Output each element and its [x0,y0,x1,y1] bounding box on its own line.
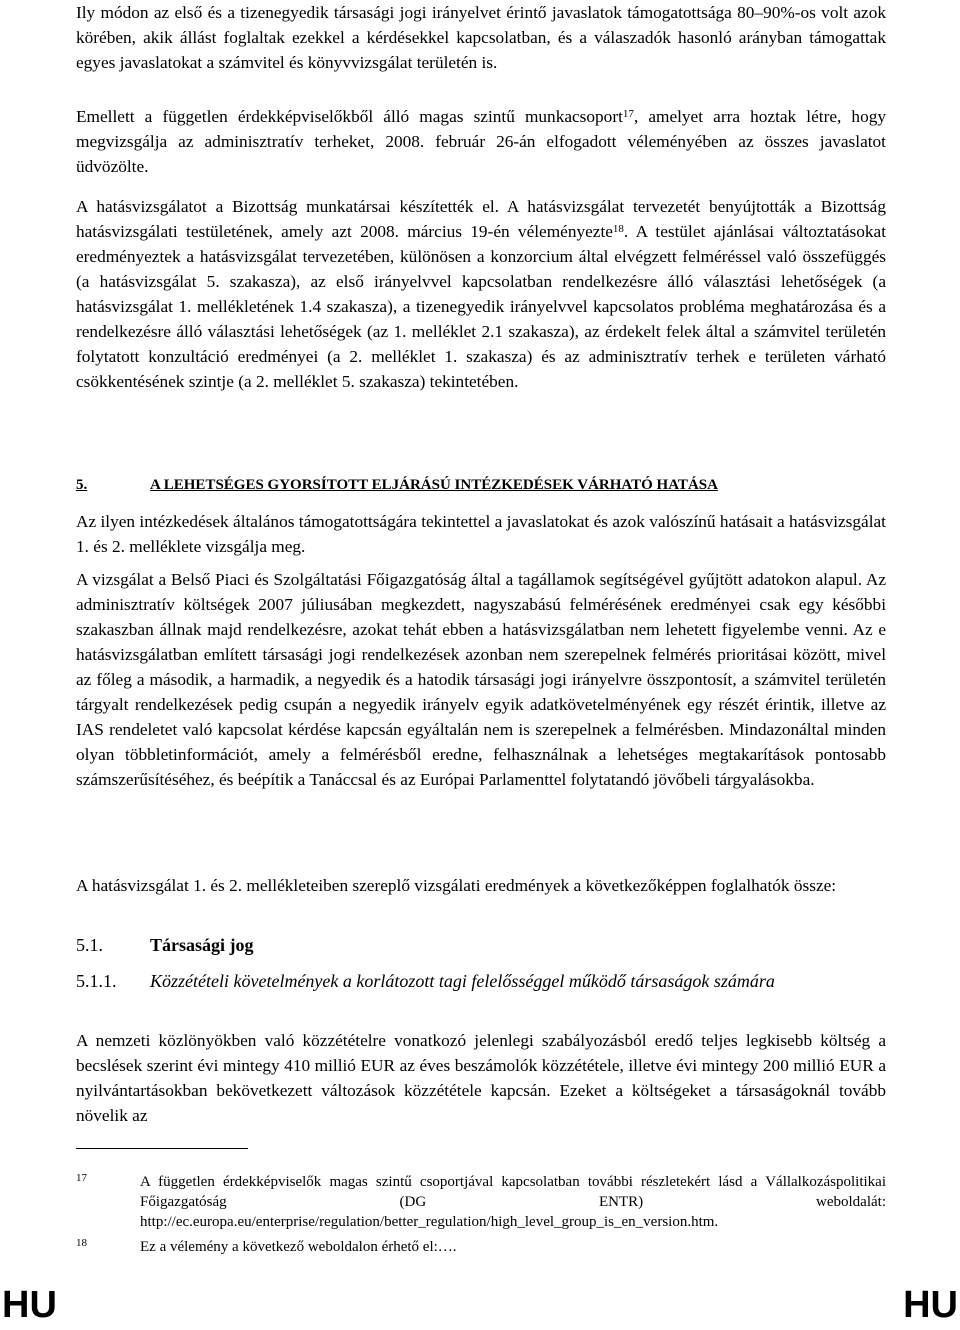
footnote-17-text: A független érdekképviselők magas szintű csoportjával kapcsolatban további részletekért lásd a Vállalkozáspolitikai Főigazgatóság (DG ENTR) weboldalát: http://ec.europa.eu/enterprise/regulation/better_regulation/high_level_group_is_en_version.htm. [140,1174,886,1230]
section-5-1-1-number: 5.1.1. [76,971,117,991]
paragraph-5: A vizsgálat a Belső Piaci és Szolgáltatási Főigazgatóság által a tagállamok segítségével gyűjtött adatokon alapul. Az adminisztratív költségek 2007 júliusában megkezdett, nagyszabású felmérésének eredményei csak egy későbbi szakaszban állnak majd rendelkezésre, azokat tehát ebben a hatásvizsgálatban nem lehetett figyelembe venni. Az e hatásvizsgálatban említett társasági jogi rendelkezések azonban nem szerepelnek felmérés prioritásai között, mivel az főleg a második, a harmadik, a negyedik és a hatodik társasági jogi irányelvre összpontosít, a számvitel területén tárgyalt rendelkezések pedig csupán a negyedik irányelv egyik adatkövetelményének egy részét érintik, illetve az IAS rendeletet való kapcsolat kérdése kapcsán egyáltalán nem is szerepelnek a felmérésben. Mindazonáltal minden olyan többletinformációt, amely a felmérésből eredne, felhasználnak a lehetséges megtakarítások pontosabb számszerűsítéséhez, és beépítik a Tanáccsal és az Európai Parlamenttel folytatandó jövőbeli tárgyalásokba. [76,570,886,789]
footnote-ref-17[interactable]: 17 [622,108,634,120]
footnote-separator [76,1148,248,1149]
section-5-1-heading [76,933,886,958]
paragraph-7: A nemzeti közlönyökben való közzétételre vonatkozó jelenlegi szabályozásból eredő teljes legkisebb költség a becslések szerint évi mintegy 410 millió EUR az éves beszámolók közzététele, illetve évi mintegy 200 millió EUR a nyilvántartásokban bekövetkezett változások közzététele kapcsán. Ezeket a költségeket a társaságoknál tovább növelik az [76,1031,886,1125]
paragraph-1: Ily módon az első és a tizenegyedik társasági jogi irányelvet érintő javaslatok támogatottsága 80–90%-os volt azok körében, akik állást foglaltak ezekkel a kérdésekkel kapcsolatban, és a válaszadók hasonló arányban támogattak egyes javaslatokat a számvitel és könyvvizsgálat területén is. [76,3,886,72]
paragraph-2 [76,104,886,179]
footnote-17 [76,1172,886,1232]
paragraph-2-text-b: , amelyet arra hoztak létre, hogy megvizsgálja az adminisztratív terheket, 2008. február 26-án elfogadott véleményében az összes javaslatot üdvözölte. [76,107,886,176]
footnote-18-number: 18 [76,1237,87,1249]
section-5-1-number: 5.1. [76,935,103,955]
footer-language-right: HU [903,1284,958,1326]
section-5-number: 5. [76,477,88,493]
paragraph-3-text-a: A hatásvizsgálatot a Bizottság munkatársai készítették el. A hatásvizsgálat tervezetét benyújtották a Bizottság hatásvizsgálati testületének, amely azt 2008. március 19-én véleményezte [76,197,886,241]
section-5-1-1-title: Közzétételi követelmények a korlátozott tagi felelősséggel működő társaságok számára [150,971,775,991]
section-5-1-title: Társasági jog [150,935,254,955]
footer-language-left: HU [2,1284,57,1326]
paragraph-3 [76,194,886,394]
footnote-17-number: 17 [76,1172,87,1184]
paragraph-3-text-b: . A testület ajánlásai változtatásokat eredményeztek a hatásvizsgálat tervezetében, különösen a konzorcium által elvégzett felméréssel való összefüggés (a hatásvizsgálat 5. szakasza), az első irányelvvel kapcsolatban rendelkezésre álló választási lehetőségek (a hatásvizsgálat 1. mellékletének 1.4 szakasza), a tizenegyedik irányelvvel kapcsolatos probléma meghatározása és a rendelkezésre álló választási lehetőségek (az 1. melléklet 2.1 szakasza), az érdekelt felek által a számvitel területén folytatott konzultáció eredményei (a 2. melléklet 1. szakasza) és az adminisztratív terhek e területen várható csökkentésének szintje (a 2. melléklet 5. szakasza) tekintetében. [76,222,886,391]
paragraph-2-text-a: Emellett a független érdekképviselőkből álló magas szintű munkacsoport [76,107,623,126]
section-5-heading [76,473,886,498]
paragraph-4: Az ilyen intézkedések általános támogatottságára tekintettel a javaslatokat és azok valószínű hatásait a hatásvizsgálat 1. és 2. melléklete vizsgálja meg. [76,512,886,556]
section-5-1-1-heading [76,969,886,993]
footnote-18-text: Ez a vélemény a következő weboldalon érhető el:…. [140,1239,457,1255]
section-5-title: A LEHETSÉGES GYORSÍTOTT ELJÁRÁSÚ INTÉZKEDÉSEK VÁRHATÓ HATÁSA [150,477,718,493]
footnote-ref-18[interactable]: 18 [612,223,624,235]
paragraph-6: A hatásvizsgálat 1. és 2. mellékleteiben szereplő vizsgálati eredmények a következőképpen foglalhatók össze: [76,876,837,895]
footnote-18 [76,1237,886,1257]
